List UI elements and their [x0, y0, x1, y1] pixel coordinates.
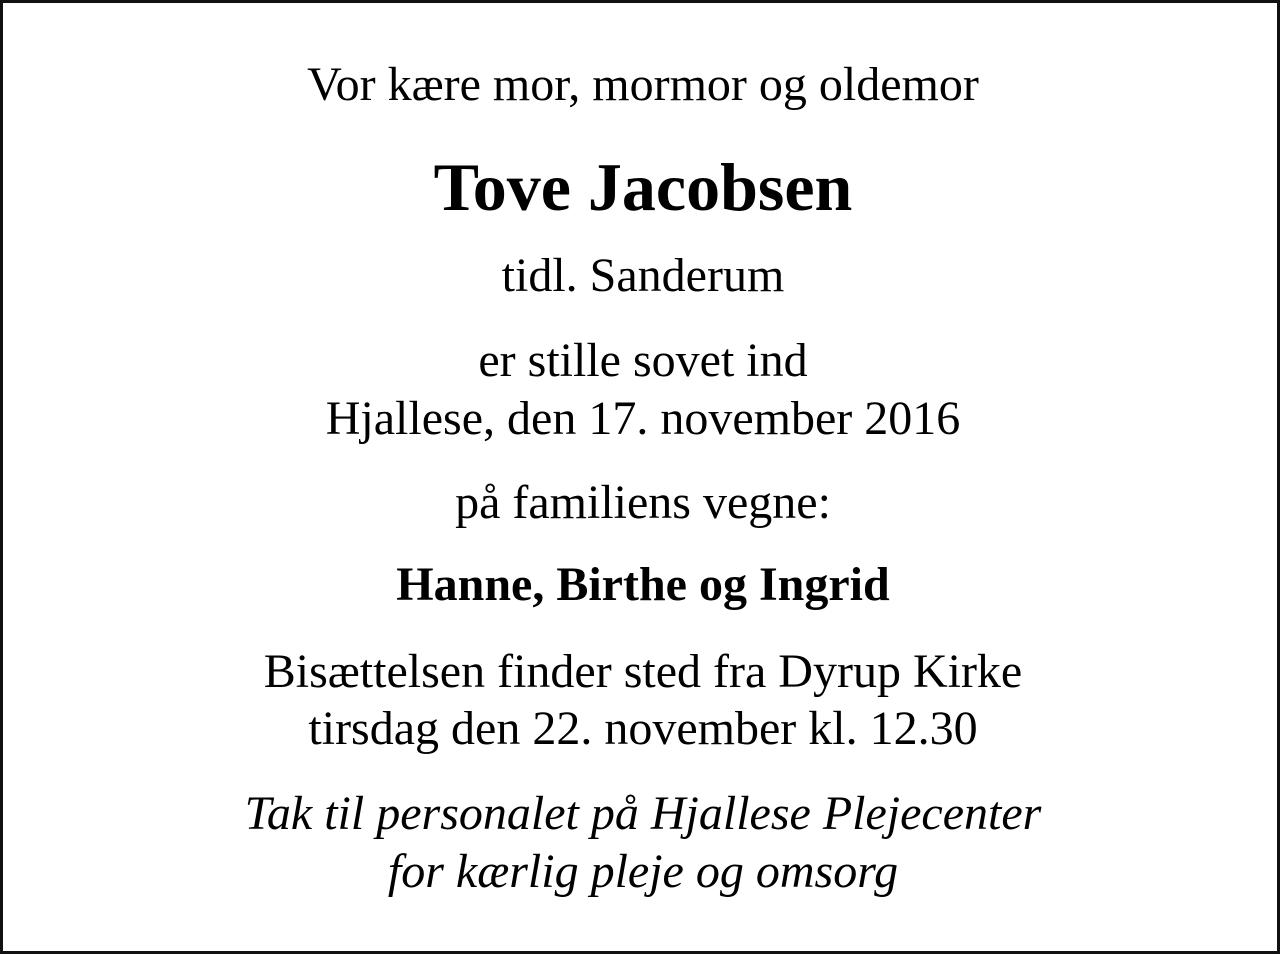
funeral-location: Bisættelsen finder sted fra Dyrup Kirke [263, 645, 1023, 698]
place-and-date-of-death: Hjallese, den 17. november 2016 [325, 392, 961, 445]
funeral-date-time: tirsdag den 22. november kl. 12.30 [308, 702, 978, 755]
family-names: Hanne, Birthe og Ingrid [396, 558, 890, 611]
thanks-line-1: Tak til personalet på Hjallese Plejecenter [244, 787, 1042, 840]
former-residence: tidl. Sanderum [501, 249, 785, 302]
thanks-line-2: for kærlig pleje og omsorg [387, 845, 899, 898]
deceased-name: Tove Jacobsen [433, 149, 853, 225]
intro-text: Vor kære mor, mormor og oldemor [307, 58, 979, 111]
passed-away-text: er stille sovet ind [478, 334, 808, 387]
on-behalf-text: på familiens vegne: [455, 476, 831, 529]
